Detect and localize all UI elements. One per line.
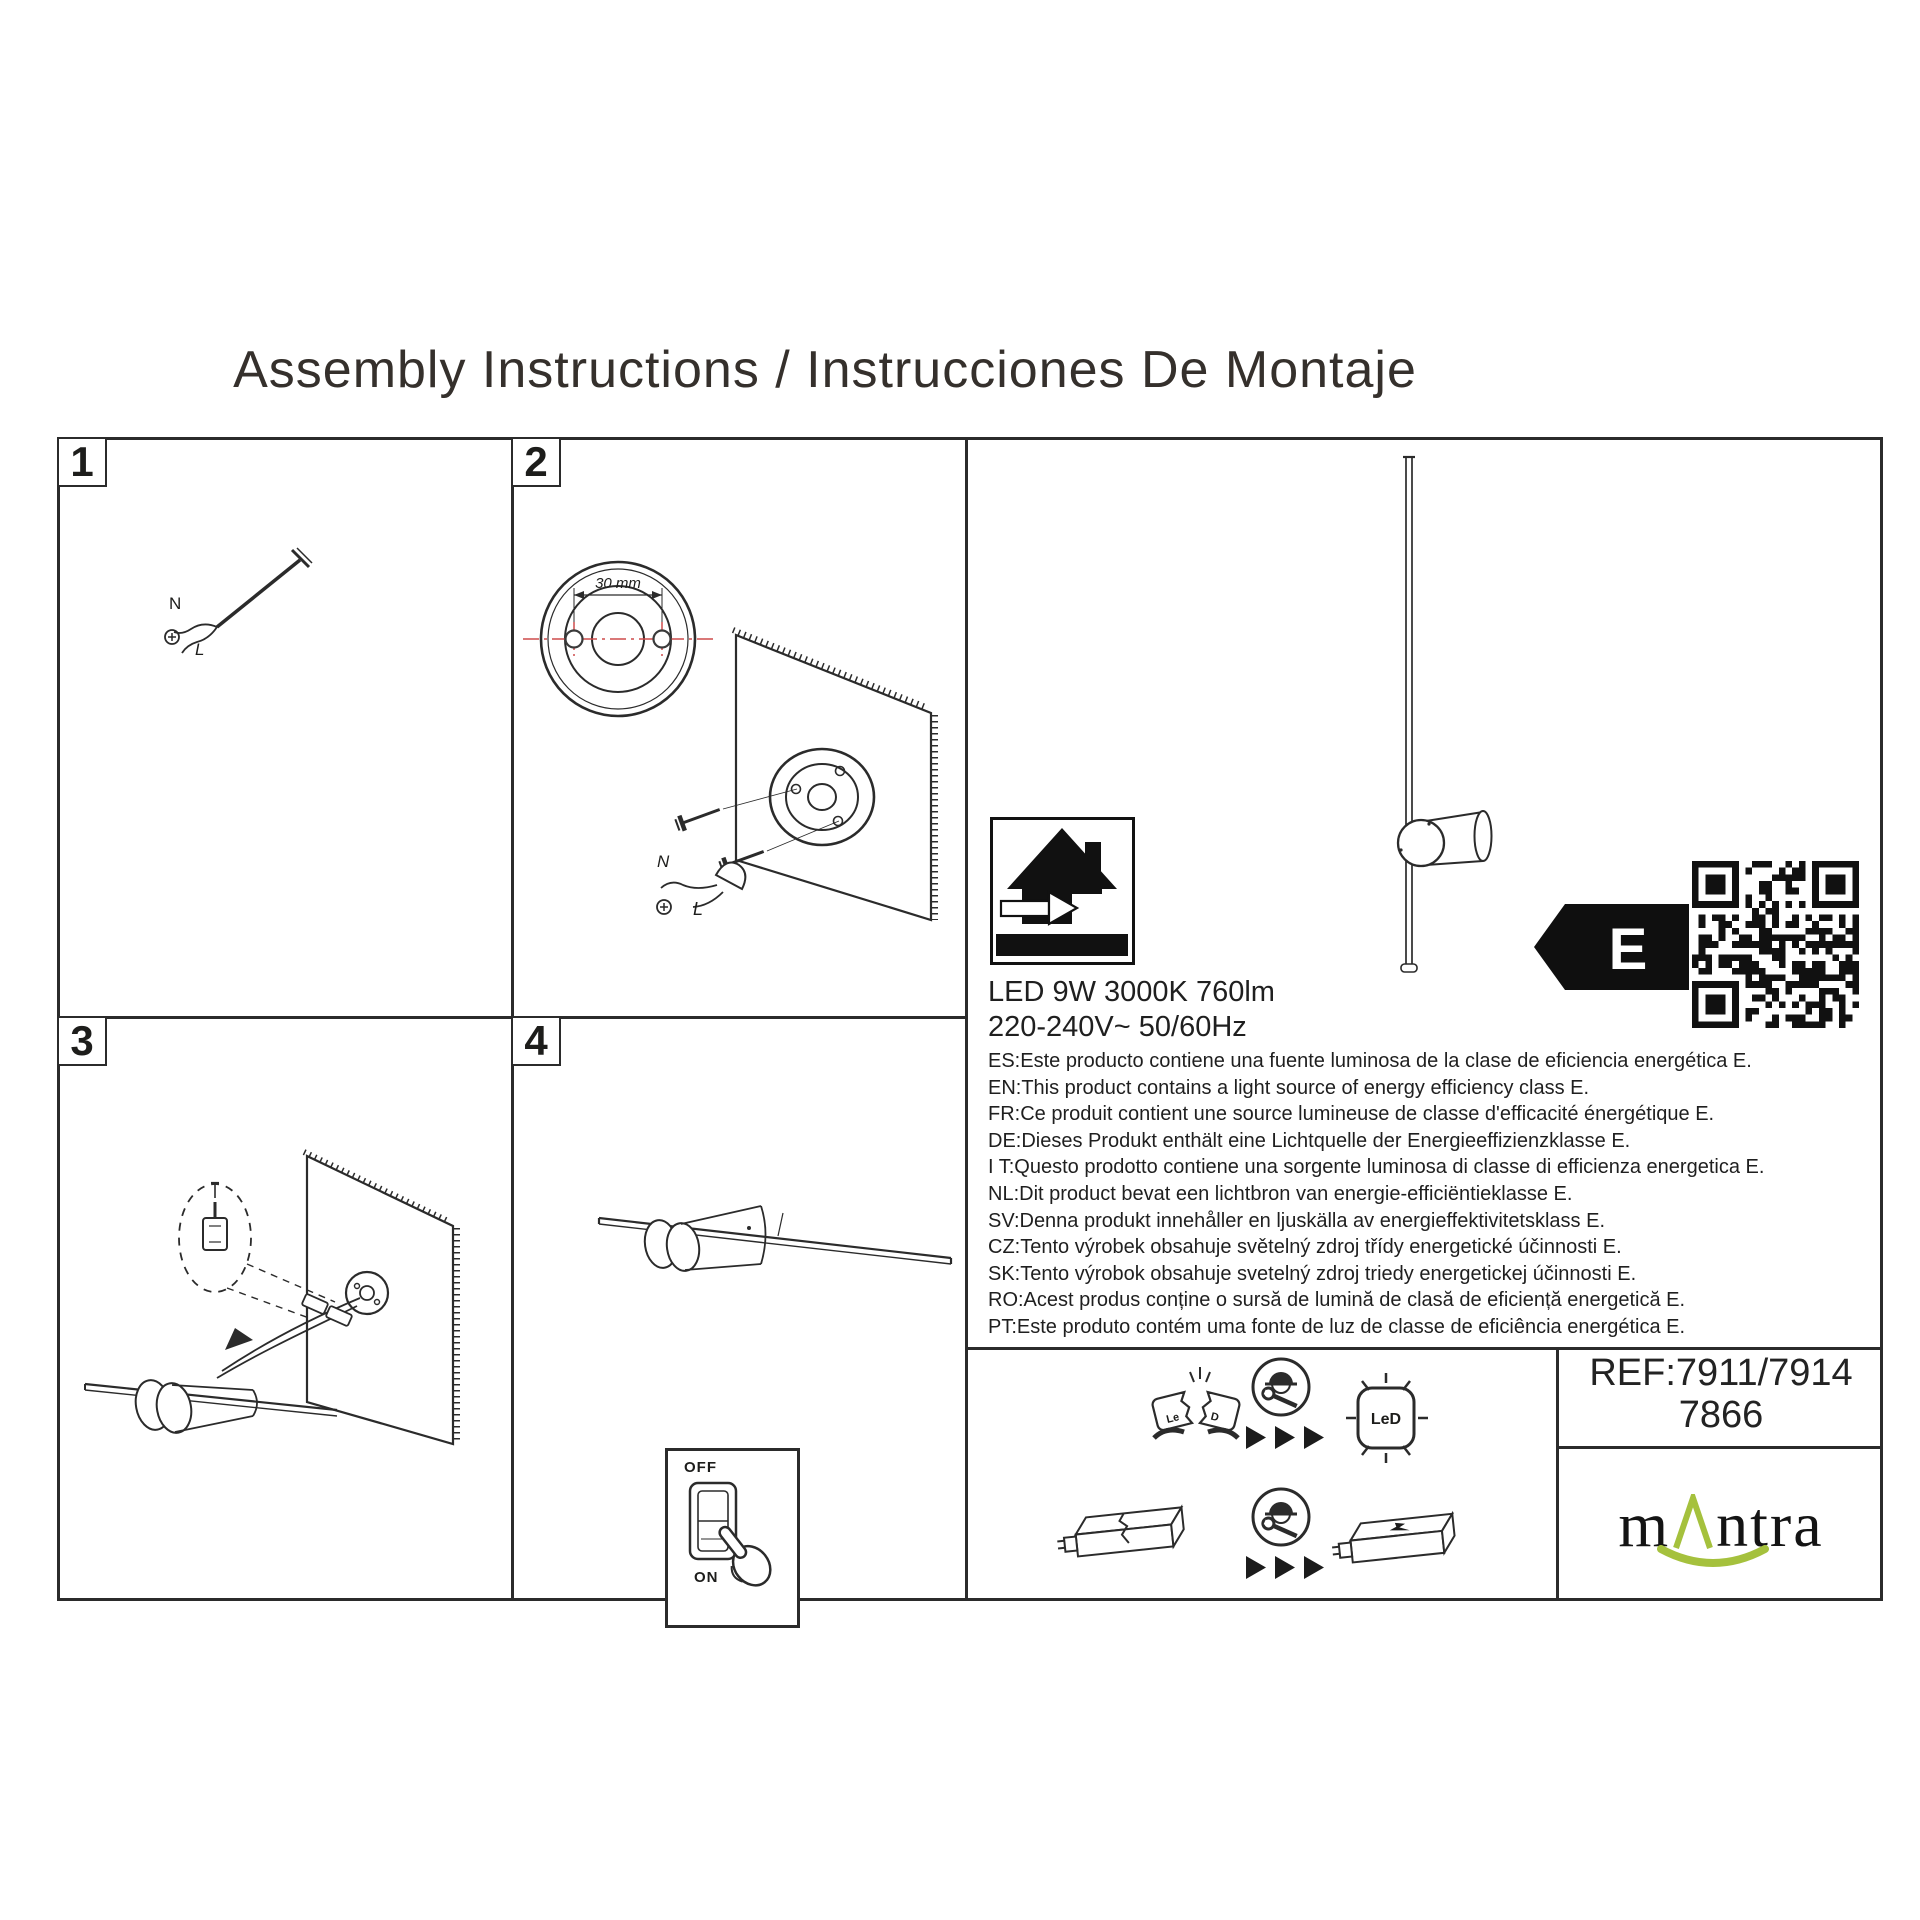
brand-logo <box>1559 1449 1883 1600</box>
statement-pt: PT:Este produto contém uma fonte de luz de classe de eficiência energética E. <box>988 1315 1686 1338</box>
statement-en: EN:This product contains a light source of energy efficiency class E. <box>988 1076 1590 1099</box>
pointing-hand-icon <box>714 1509 800 1627</box>
earth-symbol-icon <box>165 630 179 644</box>
energy-class-arrow <box>1530 901 1692 993</box>
grid-divider-v2 <box>965 437 968 1601</box>
arrows-row-2 <box>1246 1556 1324 1579</box>
reference-number: REF:7911/7914 <box>1589 1352 1853 1394</box>
panel-1-number: 1 <box>57 437 107 487</box>
svg-text:LeD: LeD <box>1370 1411 1402 1428</box>
svg-text:D: D <box>1209 1410 1221 1425</box>
earth-symbol-icon <box>657 900 671 914</box>
statement-ro: RO:Acest produs conține o sursă de lumină de clasă de eficiență energetică E. <box>988 1289 1686 1312</box>
reference-box <box>1559 1350 1883 1446</box>
panel-2-number: 2 <box>511 437 561 487</box>
wire-l-label: L <box>693 899 704 919</box>
panel-3-number: 3 <box>57 1016 107 1066</box>
terminal-block-detail <box>203 1218 227 1250</box>
statement-sk: SK:Tento výrobok obsahuje svetelný zdroj triedy energetickej účinnosti E. <box>988 1262 1637 1285</box>
power-switch-inset <box>665 1448 800 1628</box>
statement-cz: CZ:Tento výrobek obsahuje světelný zdroj třídy energetické účinnosti E. <box>988 1236 1622 1259</box>
panel-2-drawing-mounting-plate <box>511 437 966 1016</box>
brand-logo-text-m: m <box>1618 1488 1671 1560</box>
statement-es: ES:Este producto contiene una fuente luminosa de la clase de eficiencia energética E. <box>988 1050 1752 1072</box>
panel-3-drawing-wiring <box>57 1016 511 1600</box>
lamp-spec-line: LED 9W 3000K 760lm <box>988 976 1275 1008</box>
installer-icon <box>1253 1489 1309 1545</box>
brand-logo-smile-icon <box>1653 1545 1773 1577</box>
brand-logo-caret-icon <box>1671 1494 1715 1550</box>
panel-1-drawing-screw-and-wires <box>57 437 511 1016</box>
energy-class-letter: E <box>1608 917 1648 982</box>
svg-text:Le: Le <box>1165 1411 1181 1426</box>
driver-icon <box>1330 1514 1456 1565</box>
page-title: Assembly Instructions / Instrucciones De Montaje <box>233 341 1417 399</box>
statement-nl: NL:Dit product bevat een lichtbron van energie-efficiëntieklasse E. <box>988 1182 1573 1205</box>
arrows-row-1 <box>1246 1426 1324 1449</box>
wall-plate-ring <box>770 749 874 845</box>
broken-led-icon <box>1151 1367 1240 1438</box>
led-badge-icon <box>1346 1373 1428 1463</box>
installer-icon <box>1253 1359 1309 1415</box>
grid-border-top <box>57 437 1883 440</box>
switch-off-label: OFF <box>684 1459 717 1476</box>
statement-de: DE:Dieses Produkt enthält eine Lichtquelle der Energieeffizienzklasse E. <box>988 1129 1631 1152</box>
statement-fr: FR:Ce produit contient une source lumineuse de classe d'efficacité énergétique E. <box>988 1103 1715 1126</box>
panel-4-number: 4 <box>511 1016 561 1066</box>
wire-n-label: N <box>169 594 182 613</box>
product-drawing-wall-light <box>1330 450 1560 990</box>
wire-n-label: N <box>657 852 670 871</box>
brand-logo-text-ntra: ntra <box>1716 1488 1824 1560</box>
screw-1 <box>675 802 723 832</box>
hole-distance-label: 30 mm <box>595 575 641 592</box>
indoor-use-icon <box>990 817 1135 965</box>
qr-code <box>1692 861 1859 1028</box>
reference-number-2: 7866 <box>1678 1394 1764 1436</box>
power-spec-line: 220-240V~ 50/60Hz <box>988 1011 1247 1043</box>
wire-l-label: L <box>195 640 205 659</box>
switch-on-label: ON <box>694 1569 719 1586</box>
statement-it: I T:Questo prodotto contiene una sorgente luminosa di classe di efficienza energetica E. <box>988 1156 1765 1179</box>
service-icons <box>966 1350 1556 1600</box>
broken-driver-icon <box>1055 1507 1185 1558</box>
statement-sv: SV:Denna produkt innehåller en ljuskälla av energieffektivitetsklass E. <box>988 1209 1606 1232</box>
push-direction-arrow <box>225 1328 253 1350</box>
energy-statement-list <box>988 1048 1764 1341</box>
